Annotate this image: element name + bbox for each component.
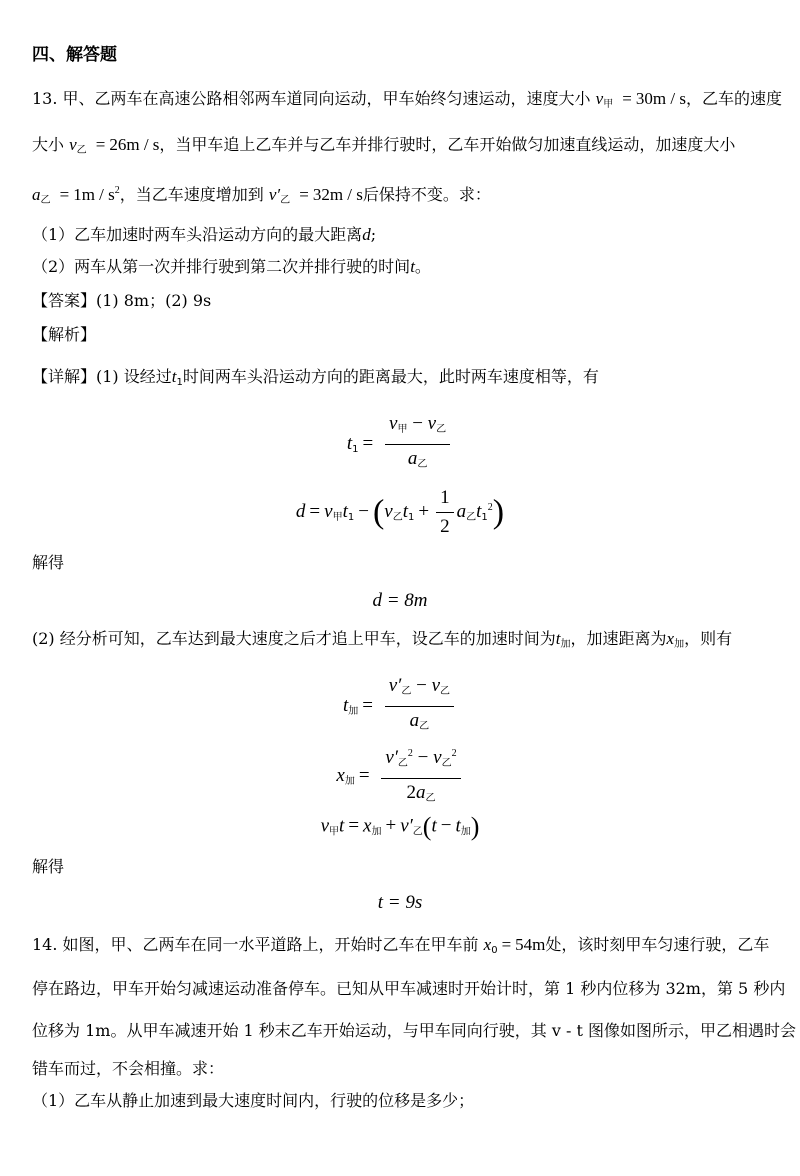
result-d: d = 8m bbox=[372, 590, 428, 611]
q14-line-1: 14. 如图，甲、乙两车在同一水平道路上，开始时乙车在甲车前 $x_0 = 54m$处，该时刻甲车匀速行驶，乙车 bbox=[32, 935, 770, 956]
q13-stem-text: 13. 甲、乙两车在高速公路相邻两车道同向运动，甲车始终匀速运动，速度大小 bbox=[32, 89, 591, 108]
v-jia-symbol: $v_甲$ bbox=[595, 89, 614, 110]
q13-part-2: （2）两车从第一次并排行驶到第二次并排行驶的时间t。 bbox=[32, 257, 431, 276]
q13-solve-1: 解得 bbox=[32, 553, 65, 572]
q13-stem-line-1: 13. 甲、乙两车在高速公路相邻两车道同向运动，甲车始终匀速运动，速度大小 $v_甲 = 30m / s$，乙车的速度 bbox=[32, 89, 782, 110]
q13-answer: 【答案】(1) 8m；(2) 9s bbox=[32, 291, 212, 310]
x0-symbol: $x_0$ bbox=[483, 935, 498, 956]
q13-solve-2: 解得 bbox=[32, 857, 65, 876]
q13-stem-line-3: $a_乙 = 1m / s^2$，当乙车速度增加到 $v'_乙 = 32m / s$后保持不变。求： bbox=[32, 185, 491, 206]
q14-line-2: 停在路边，甲车开始匀减速运动准备停车。已知从甲车减速时开始计时，第 1 秒内位移为 32m，第 5 秒内 bbox=[32, 979, 786, 998]
q14-line-4: 错车而过，不会相撞。求： bbox=[32, 1059, 225, 1078]
v-yi-symbol: $v_乙$ bbox=[69, 135, 87, 156]
v-jia-value: 30m / s bbox=[635, 89, 686, 108]
q13-part2-detail: (2) 经分析可知，乙车达到最大速度之后才追上甲车，设乙车的加速时间为$t_加$，加速距离为$x_加$，则有 bbox=[32, 629, 733, 650]
formula-t1: $t_1$ = $\frac{v_甲 - v_乙}{a_乙}$ bbox=[0, 412, 800, 477]
formula-meet: $v_甲t = x_加 + v'_乙(t - t_加)$ bbox=[320, 812, 480, 841]
formula-d: $d = v_甲t_1 - (v_乙t_1$ + $\frac{1}{2}$ $a_乙t_1^2$) bbox=[295, 487, 505, 537]
v-yi-max-value: 32m / s bbox=[312, 185, 363, 204]
q14-part-1: （1）乙车从静止加速到最大速度时间内，行驶的位移是多少； bbox=[32, 1091, 475, 1110]
q13-stem-line-2: 大小 $v_乙 = 26m / s$，当甲车追上乙车并与乙车并排行驶时，乙车开始做匀加速直线运动，加速度大小 bbox=[32, 135, 736, 156]
formula-t-jia: $t_加$ = $\frac{v'_乙 - v_乙}{a_乙}$ bbox=[0, 674, 800, 739]
a-yi-symbol: $a_乙$ bbox=[32, 185, 51, 206]
x0-value: 54m bbox=[515, 935, 546, 954]
q13-detail-line: 【详解】(1) 设经过$t_1$时间两车头沿运动方向的距离最大，此时两车速度相等，有 bbox=[32, 367, 599, 388]
result-t: t = 9s bbox=[377, 892, 423, 913]
section-heading: 四、解答题 bbox=[32, 45, 117, 65]
q13-analysis-label: 【解析】 bbox=[32, 325, 97, 344]
v-yi-max-symbol: $v'_乙$ bbox=[268, 185, 291, 206]
q14-line-3: 位移为 1m。从甲车减速开始 1 秒末乙车开始运动，与甲车同向行驶，其 v - t 图像如图所示，甲乙相遇时会 bbox=[32, 1021, 797, 1040]
q13-part-1: （1）乙车加速时两车头沿运动方向的最大距离d; bbox=[32, 225, 377, 244]
v-yi-value: 26m / s bbox=[109, 135, 160, 154]
a-yi-value: 1m / s bbox=[73, 185, 115, 204]
formula-x-jia: $x_加$ = $\frac{v'_乙^2 - v_乙^2}{2a_乙}$ bbox=[0, 742, 800, 811]
